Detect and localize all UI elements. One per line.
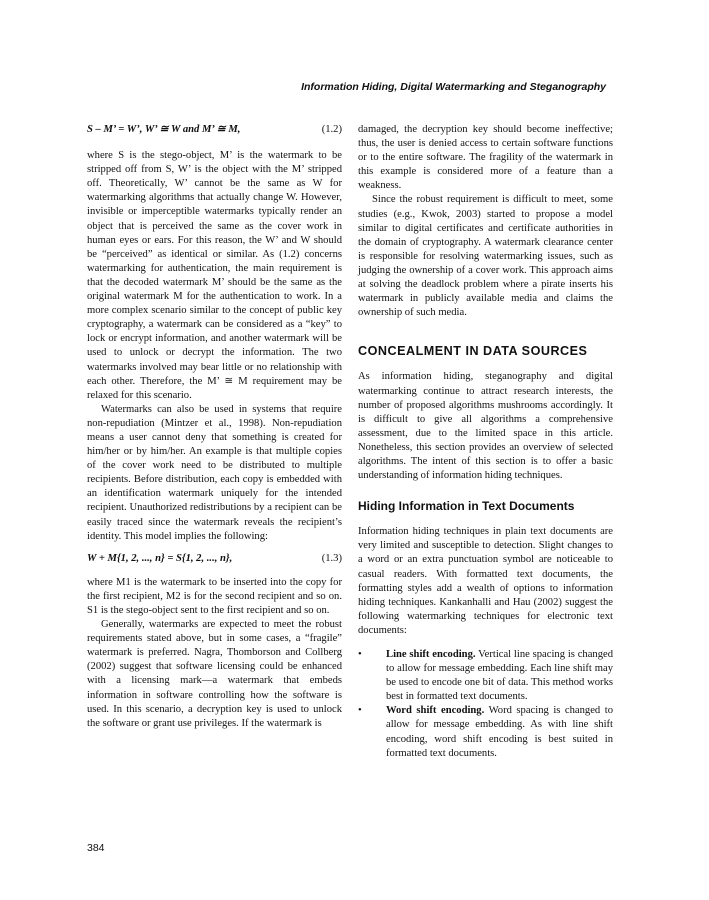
paragraph: Watermarks can also be used in systems that require non-repudiation (Mintzer et al., 1998). Non-repudiation means a user cannot deny that something is created for him/her or by him/her. An example is that multiple copies of the cover work need to be distributed to multiple recipients. Before distribution, each copy is embedded with an identification watermark uniquely for the intended recipient. Unauthorized redistributions by a recipient can be easily traced since the watermark reveals the recipient’s identity. This model implies the following:: [87, 403, 342, 542]
list-item: [358, 648, 613, 704]
page-number: 384: [87, 842, 105, 854]
right-column: [358, 123, 613, 761]
paragraph: where S is the stego-object, M’ is the watermark to be stripped off from S, W’ is the object with the M’ stripped off. Theoretically, W’ cannot be the same as W for watermarking algorithms that actually change W. However, invisible or imperceptible watermarks typically render an object that is perceived the same as the cover work in human eyes or ears. For this reason, the W’ and W should be “perceived” as identical or similar. As (1.2) concerns watermarking for authentication, the main requirement is that the decoded watermark M’ should be the same as the original watermark M for the authentication to work. In a more complex scenario similar to the concept of public key cryptography, a watermark can be considered as a “key” to lock or encrypt information, and another watermark will be used to unlock or decrypt the information. The two watermarks involved may bear little or no relationship with each other. Therefore, the M’ ≅ M requirement may be relaxed for this scenario.: [87, 150, 342, 401]
running-header: Information Hiding, Digital Watermarking and Steganography: [301, 81, 606, 93]
equation-number: (1.2): [321, 124, 342, 135]
paragraph: where M1 is the watermark to be inserted into the copy for the first recipient, M2 is for the second recipient and so on. S1 is the stego-object sent to the first recipient and so on.: [87, 576, 342, 616]
equation-number: (1.3): [321, 552, 342, 564]
equation-1-2: [87, 123, 342, 137]
paragraph: damaged, the decryption key should become ineffective; thus, the user is denied access to certain software functions or to the entire software. The fragility of the watermark in this example is considered more of a feature than a weakness.: [358, 124, 613, 192]
bullet-icon: •: [358, 649, 362, 660]
equation-text: W + M{1, 2, ..., n} = S{1, 2, ..., n},: [87, 552, 233, 564]
paragraph: Since the robust requirement is difficult to meet, some studies (e.g., Kwok, 2003) started to propose a model similar to digital certificates and certificate authorities in the domain of cryptography. A watermark clearance center is responsible for resolving watermarking issues, such as judging the ownership of a cover work. This approach aims at solving the deadlock problem where a pirate inserts his watermark in publicly available media and claims the ownership of such media.: [358, 194, 613, 319]
left-column: [87, 123, 342, 731]
list-item-term: Word shift encoding.: [386, 705, 485, 717]
paragraph: Information hiding techniques in plain text documents are very limited and susceptible to detection. Slight changes to a word or an extra punctuation symbol are noticeable to casual readers. With formatted text documents, the formatting styles add a wealth of options to information hiding techniques. Kankanhalli and Hau (2002) suggest the following watermarking techniques for electronic text documents:: [358, 526, 613, 636]
equation-1-3: [87, 552, 342, 566]
list-item-text: Vertical line spacing is changed to allow for message embedding. Each line shift may be used to encode one bit of data. This method works best in formatted text documents.: [386, 649, 613, 703]
section-heading: CONCEALMENT IN DATA SOURCES: [358, 344, 588, 359]
technique-list: [358, 648, 613, 761]
bullet-icon: •: [358, 705, 362, 717]
equation-text: S – M’ = W’, W’ ≅ W and M’ ≅ M,: [87, 124, 241, 135]
list-item: [358, 704, 613, 760]
paragraph: As information hiding, steganography and digital watermarking continue to attract research interests, the number of proposed algorithms mushrooms accordingly. It is difficult to give all algorithms a comprehensive assessment, due to the limited space in this article. Nonetheless, this section provides an overview of selected algorithms. The intent of this section is to offer a basic understanding of information hiding techniques.: [358, 371, 613, 482]
paragraph: Generally, watermarks are expected to meet the robust requirements stated above, but in some cases, a “fragile” watermark is preferred. Nagra, Thomborson and Collberg (2002) suggest that software licensing could be enhanced with a licensing mark—a watermark that embeds information in software controlling how the software is used. In this scenario, a decryption key is used to unlock the software or grant use privileges. If the watermark is: [87, 619, 342, 729]
subsection-heading: Hiding Information in Text Documents: [358, 499, 575, 514]
list-item-text: Word spacing is changed to allow for message embedding. As with line shift encoding, word shift encoding is best suited in formatted text documents.: [386, 705, 614, 759]
list-item-term: Line shift encoding.: [386, 649, 476, 660]
